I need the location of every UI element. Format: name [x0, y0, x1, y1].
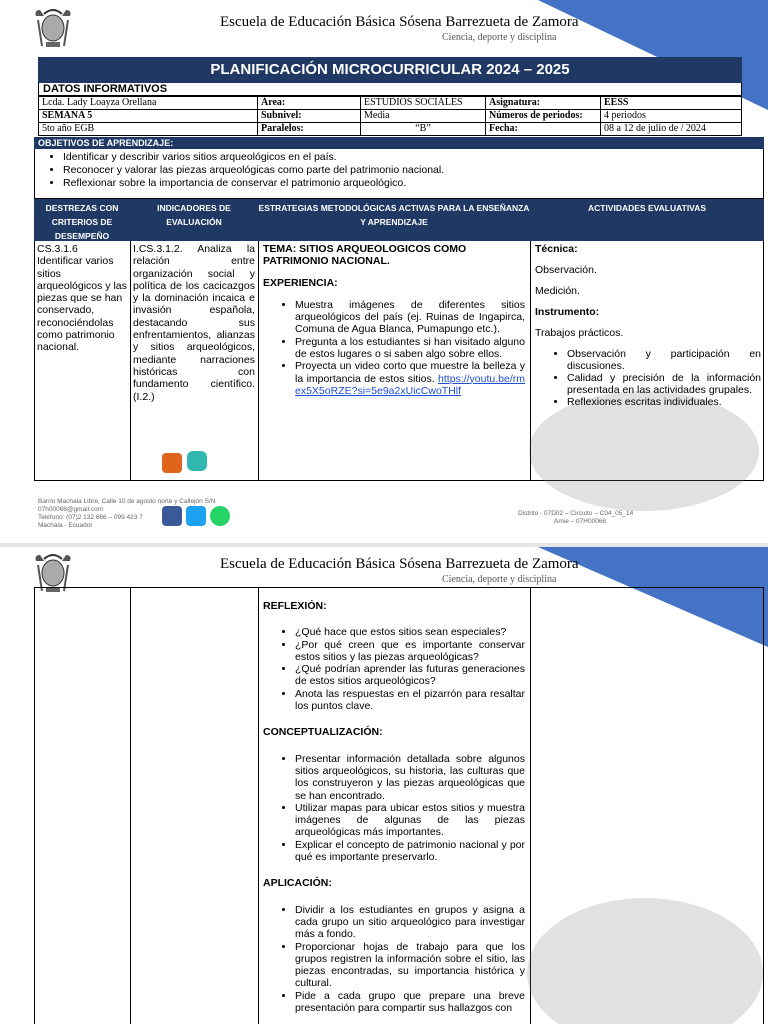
reflexion-list — [263, 626, 525, 712]
instrumento-value: Trabajos prácticos. — [535, 327, 624, 339]
footer-distrito-block — [518, 510, 633, 526]
column-header-evaluativas: ACTIVIDADES EVALUATIVAS — [587, 203, 707, 213]
footer-address: Barrio Machala Libre, Calle 10 de agosto norte y Callejón S/N — [38, 498, 216, 505]
list-item: • Pide a cada grupo que prepare una breve presentación para compartir sus hallazgos con — [295, 990, 525, 1015]
objetivos-heading: OBJETIVOS DE APRENDIZAJE: — [34, 137, 764, 149]
conceptualizacion-list — [263, 753, 525, 864]
list-item: • Pregunta a los estudiantes si han visitado alguno de estos lugares o si saben algo sobre ellos. — [295, 336, 525, 361]
whatsapp-icon[interactable] — [210, 506, 230, 526]
indicador-cell: I.CS.3.1.2. Analiza la relación entre organización social y política de los cacicazgos y la dominación incaica e invasión española, destacando sus enfrentamientos, alianzas y sitios arqueológicos, mediante narraciones históricas con fundamento científico. (I.2.) — [133, 243, 255, 403]
facebook-icon[interactable] — [162, 506, 182, 526]
paralelo-value: “B” — [361, 123, 486, 136]
destreza-code: CS.3.1.6 — [37, 243, 78, 255]
list-item: • Reflexiones escritas individuales. — [567, 396, 761, 408]
periodos-label: Números de periodos: — [486, 110, 601, 123]
footer-distrito: Distrito - 07D02 – Circuito – C04_05_14 — [518, 510, 634, 517]
evaluativas-cell — [535, 243, 761, 478]
semana-value: SEMANA 5 — [39, 110, 258, 123]
estrategias-cell-page1 — [263, 243, 525, 478]
tecnica-value-2: Medición. — [535, 285, 580, 297]
school-crest-icon — [32, 6, 74, 52]
school-name: Escuela de Educación Básica Sósena Barrezueta de Zamora — [220, 556, 579, 572]
conceptualizacion-heading: CONCEPTUALIZACIÓN: — [263, 726, 383, 739]
fecha-value: 08 a 12 de julio de / 2024 — [601, 123, 742, 136]
experiencia-list — [263, 299, 525, 397]
objetivos-box — [34, 149, 764, 199]
estrategias-cell-page2 — [263, 600, 525, 1024]
list-item: • ¿Qué podrían aprender las futuras generaciones de estos sitios arqueológicos? — [295, 663, 525, 688]
subnivel-value: Media — [361, 110, 486, 123]
page-2 — [0, 547, 768, 1024]
destreza-text: Identificar varios sitios arqueológicos y las piezas que se han conservado, reconociéndolas como patrimonio nacional. — [37, 255, 127, 354]
table-header — [34, 199, 764, 241]
watermark-seal-icon — [527, 898, 763, 1024]
destreza-cell — [37, 243, 127, 354]
curso-value: 5to año EGB — [39, 123, 258, 136]
video-link[interactable]: https://youtu.be/rmex5X5oRZE?si=5e9a2xUicCwoTHlf — [295, 372, 525, 397]
column-header-destrezas: DESTREZAS CON CRITERIOS DE DESEMPEÑO — [45, 203, 119, 241]
list-item: • ¿Qué hace que estos sitios sean especiales? — [295, 626, 525, 638]
footer-email: 07h00068@gmail.com — [38, 506, 104, 513]
list-item: • Anota las respuestas en el pizarrón para resaltar los puntos clave. — [295, 688, 525, 713]
footer-amie: Amie – 07H00068 — [554, 518, 607, 525]
footer-city: Machala - Ecuador — [38, 522, 93, 529]
school-motto: Ciencia, deporte y disciplina — [442, 574, 557, 585]
canva-app-icon — [187, 451, 207, 471]
list-item: • Utilizar mapas para ubicar estos sitios y muestra imágenes de algunas de las piezas arqueológicas más importantes. — [295, 802, 525, 839]
list-item: • Proporcionar hojas de trabajo para que los grupos registren la información sobre el sitio, las piezas encontradas, su importancia histórica y cultural. — [295, 941, 525, 990]
school-motto: Ciencia, deporte y disciplina — [442, 32, 557, 43]
list-item: • Explicar el concepto de patrimonio nacional y por qué es importante preservarlo. — [295, 839, 525, 864]
list-item: • ¿Por qué creen que es importante conservar estos sitios y las piezas arqueológicas? — [295, 639, 525, 664]
datos-informativos-label: DATOS INFORMATIVOS — [38, 83, 742, 96]
column-header-estrategias: ESTRATEGIAS METODOLÓGICAS ACTIVAS PARA LA ENSEÑANZA Y APRENDIZAJE — [258, 203, 530, 227]
list-item: • Proyecta un video corto que muestre la belleza y la importancia de estos sitios. https://youtu.be/rmex5X5oRZE?si=5e9a2xUicCwoTHlf — [295, 360, 525, 397]
footer-phone: Teléfono: (07)2 132 666 – 099 423 7 — [38, 514, 143, 521]
aplicacion-heading: APLICACIÓN: — [263, 877, 332, 890]
asignatura-label: Asignatura: — [486, 97, 601, 110]
list-item: • Reconocer y valorar las piezas arqueológicas como parte del patrimonio nacional. — [63, 164, 763, 177]
fecha-label: Fecha: — [486, 123, 601, 136]
column-header-indicadores: INDICADORES DE EVALUACIÓN — [157, 203, 231, 227]
list-item: • Observación y participación en discusiones. — [567, 348, 761, 372]
tecnica-value-1: Observación. — [535, 264, 597, 276]
list-item: • Presentar información detallada sobre algunos sitios arqueológicos, su historia, las culturas que los construyeron y las piezas arqueológicas que se han encontrado. — [295, 753, 525, 802]
subnivel-label: Subnivel: — [258, 110, 361, 123]
list-item: • Muestra imágenes de diferentes sitios arqueológicos del país (ej. Ruinas de Ingapirca, Comuna de Agua Blanca, Pumapungo etc.). — [295, 299, 525, 336]
school-name: Escuela de Educación Básica Sósena Barrezueta de Zamora — [220, 14, 579, 30]
evaluativas-list — [535, 348, 761, 408]
periodos-value: 4 periodos — [601, 110, 742, 123]
area-label: Área: — [258, 97, 361, 110]
experiencia-heading: EXPERIENCIA: — [263, 276, 338, 289]
list-item: • Reflexionar sobre la importancia de conservar el patrimonio arqueológico. — [63, 177, 763, 190]
objetivos-list — [35, 151, 763, 190]
tema-heading: TEMA: SITIOS ARQUEOLOGICOS COMO PATRIMONIO NACIONAL. — [263, 243, 467, 268]
presentation-app-icon — [162, 453, 182, 473]
paralelos-label: Paralelos: — [258, 123, 361, 136]
info-table — [38, 96, 742, 136]
area-value: ESTUDIOS SOCIALES — [361, 97, 486, 110]
list-item: • Dividir a los estudiantes en grupos y asigna a cada grupo un sitio arqueológico para investigar más a fondo. — [295, 904, 525, 941]
tecnica-label: Técnica: — [535, 243, 578, 255]
asignatura-value: EESS — [601, 97, 742, 110]
aplicacion-list — [263, 904, 525, 1015]
docente-value: Lcda. Lady Loayza Orellana — [39, 97, 258, 110]
twitter-icon[interactable] — [186, 506, 206, 526]
instrumento-label: Instrumento: — [535, 306, 600, 318]
list-item: • Identificar y describir varios sitios arqueológicos en el país. — [63, 151, 763, 164]
document-title: PLANIFICACIÓN MICROCURRICULAR 2024 – 2025 — [38, 57, 742, 83]
list-item: • Calidad y precisión de la información presentada en las actividades grupales. — [567, 372, 761, 396]
reflexion-heading: REFLEXIÓN: — [263, 600, 327, 612]
